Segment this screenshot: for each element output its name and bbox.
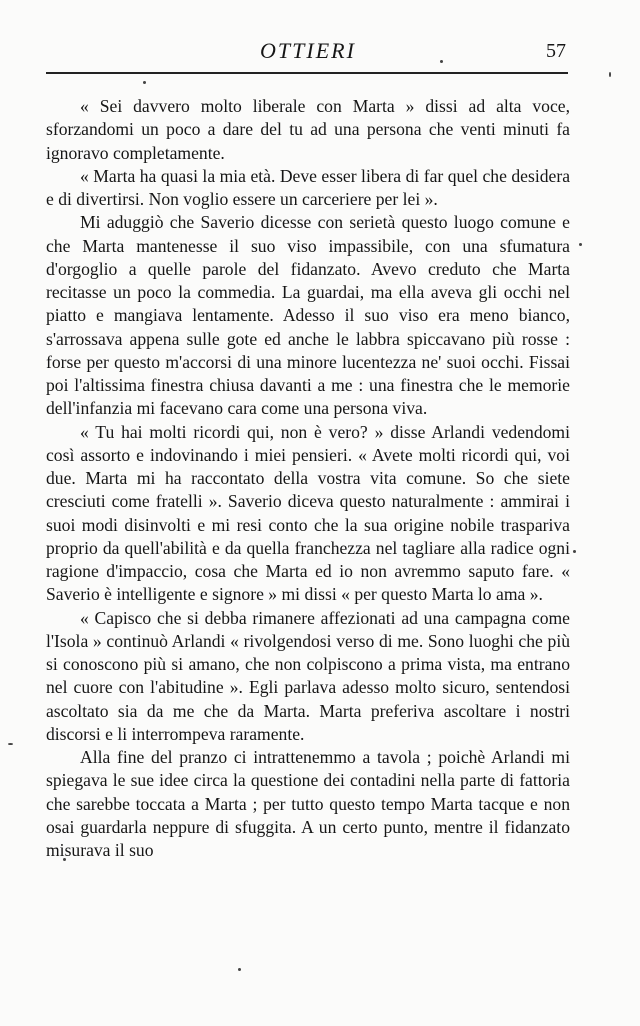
page-number: 57	[546, 40, 566, 62]
paragraph: Mi aduggiò che Saverio dicesse con serietà questo luogo comune e che Marta mantenesse il suo viso impassibile, con una sfumatura d'orgoglio a quelle parole del fidanzato. Avevo creduto che Marta recitasse un poco la commedia. La guardai, ma ella aveva gli occhi nel piatto e mangiava lentamente. Adesso il suo viso era meno bianco, s'arrossava appena sulle gote ed anche le labbra spiccavano più rosse : forse per questo m'accorsi di una minore lucentezza ne' suoi occhi. Fissai poi l'altissima finestra chiusa davanti a me : una finestra che le memorie dell'infanzia mi facevano cara come una persona viva.	[46, 212, 570, 419]
page-header	[46, 36, 570, 72]
print-speck	[440, 60, 443, 63]
print-speck	[579, 243, 582, 246]
paragraph: Alla fine del pranzo ci intrattenemmo a tavola ; poichè Arlandi mi spiegava le sue idee circa la questione dei contadini nella parte di fattoria che sarebbe toccata a Marta ; per tutto questo tempo Marta tacque e non osai guardarla neppure di sfuggita. A un certo punto, mentre il fidanzato misurava il suo	[46, 747, 570, 860]
print-speck	[238, 968, 241, 971]
print-speck	[8, 743, 13, 745]
paragraph: « Tu hai molti ricordi qui, non è vero? » disse Arlandi vedendomi così assorto e indovinando i miei pensieri. « Avete molti ricordi qui, voi due. Marta mi ha raccontato della vostra vita comune. So che siete cresciuti come fratelli ». Saverio diceva questo naturalmente : ammirai i suoi modi disinvolti e mi resi conto che la sua origine nobile traspariva proprio da quell'abilità e da quella franchezza nel tagliare alla radice ogni ragione d'impaccio, cosa che Marta ed io non avremmo saputo fare. « Saverio è intelligente e signore » mi dissi « per questo Marta lo ama ».	[46, 421, 570, 605]
print-speck	[573, 550, 576, 553]
body-text	[46, 95, 570, 862]
paragraph: « Sei davvero molto liberale con Marta » dissi ad alta voce, sforzandomi un poco a dare del tu ad una persona che venti minuti fa ignoravo completamente.	[46, 96, 570, 163]
header-rule	[46, 72, 568, 74]
paragraph: « Marta ha quasi la mia età. Deve esser libera di far quel che desidera e di divertirsi. Non voglio essere un carceriere per lei ».	[46, 165, 570, 209]
print-speck	[609, 72, 611, 77]
paragraph: « Capisco che si debba rimanere affezionati ad una campagna come l'Isola » continuò Arlandi « rivolgendosi verso di me. Sono luoghi che più si conoscono più si amano, che non colpiscono a prima vista, ma entrano nel cuore con l'abitudine ». Egli parlava adesso molto sicuro, sentendosi ascoltato sia da me che da Marta. Marta preferiva ascoltare i nostri discorsi e li interrompeva raramente.	[46, 607, 570, 744]
print-speck	[143, 81, 146, 84]
running-title: OTTIERI	[260, 38, 356, 63]
